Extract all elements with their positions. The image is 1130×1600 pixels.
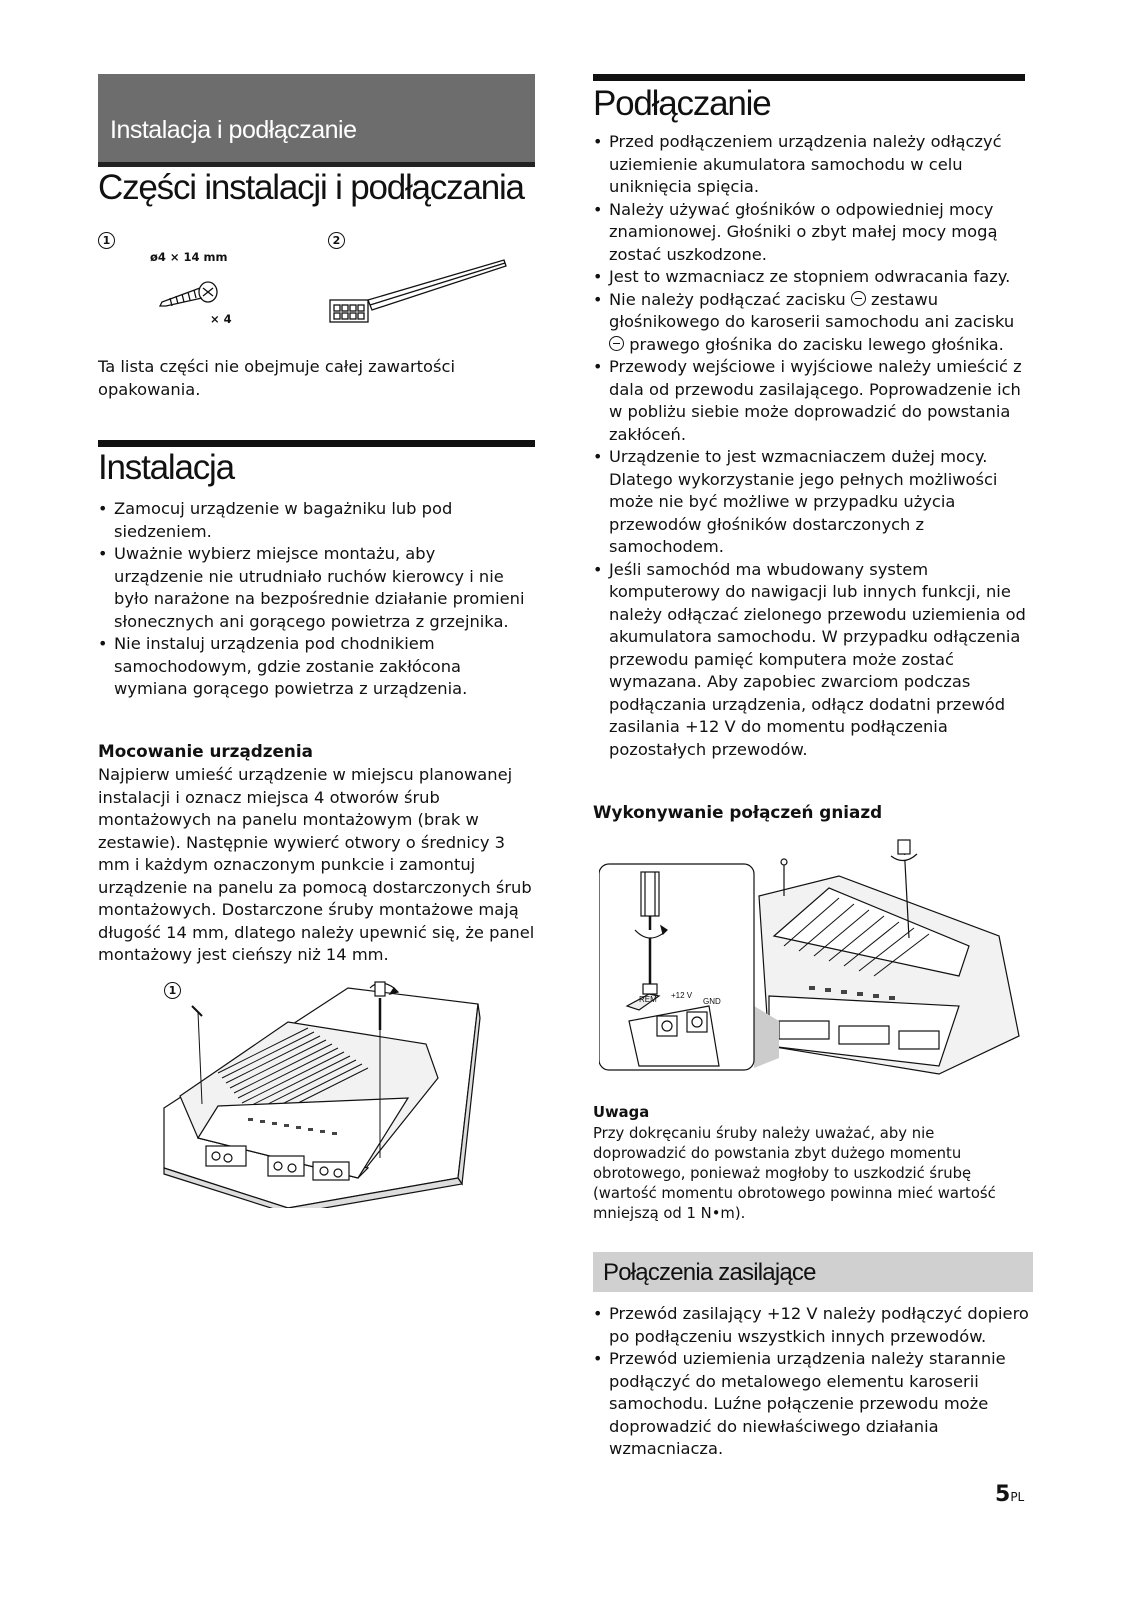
list-item: • Zamocuj urządzenie w bagażniku lub pod siedzeniem. xyxy=(98,498,528,543)
power-bullets xyxy=(593,1303,1031,1461)
power-heading: Połączenia zasilające xyxy=(603,1259,816,1286)
section-banner-title: Instalacja i podłączanie xyxy=(110,116,357,144)
parts-title: Części instalacji i podłączania xyxy=(98,168,524,207)
list-item: • Przewód zasilający +12 V należy podłączyć dopiero po podłączeniu wszystkich innych przewodów. xyxy=(593,1303,1031,1348)
note-text: Przy dokręcaniu śruby należy uważać, aby nie doprowadzić do powstania zbyt dużego momentu obrotowego, ponieważ mogłoby to uszkodzić śrubę (wartość momentu obrotowego powinna mieć wartość mniejszą od 1 N•m). xyxy=(593,1125,996,1222)
mount-text: Najpierw umieść urządzenie w miejscu planowanej instalacji i oznacz miejsca 4 otworów śrub montażowych na panelu montażowym (brak w zestawie). Następnie wywierć otwory o średnicy 3 mm i każdym oznaczonym punkcie i zamontuj urządzenie na panelu za pomocą dostarczonych śrub montażowych. Dostarczone śruby montażowe mają długość 14 mm, dlatego należy upewnić się, że panel montażowy jest cieńszy niż 14 mm. xyxy=(98,765,535,964)
list-item: • Przewód uziemienia urządzenia należy starannie podłączyć do metalowego elementu karoserii samochodu. Luźne połączenie przewodu może doprowadzić do niewłaściwego działania wzmacniacza. xyxy=(593,1348,1031,1461)
power-harness-icon xyxy=(328,252,513,332)
parts-illustration xyxy=(98,228,535,338)
list-item: • Jest to wzmacniacz ze stopniem odwracania fazy. xyxy=(593,266,1031,289)
power-heading-banner xyxy=(593,1252,1033,1292)
page-number xyxy=(995,1482,1024,1507)
list-item: • Urządzenie to jest wzmacniaczem dużej mocy. Dlatego wykorzystanie jego pełnych możliwości może nie być możliwe w przypadku użycia przewodów głośników dostarczonych z samochodem. xyxy=(593,446,1031,559)
list-item: • Przed podłączeniem urządzenia należy odłączyć uziemienie akumulatora samochodu w celu uniknięcia spięcia. xyxy=(593,131,1031,199)
parts-note: Ta lista części nie obejmuje całej zawartości opakowania. xyxy=(98,357,455,399)
banner-underline xyxy=(98,162,535,167)
part1-qty-label: × 4 xyxy=(210,312,232,326)
sockets-figure xyxy=(599,836,1029,1086)
list-item xyxy=(593,289,1031,357)
part-number-1: 1 xyxy=(98,232,115,249)
page-number-value: 5 xyxy=(995,1482,1011,1507)
section-banner xyxy=(98,74,535,166)
connect-rule xyxy=(593,74,1025,81)
terminal-label-gnd: GND xyxy=(703,997,721,1006)
part1-size-label: ø4 × 14 mm xyxy=(150,250,228,264)
figure-part-number: 1 xyxy=(164,982,181,999)
connect-title: Podłączanie xyxy=(593,84,771,123)
page-lang: PL xyxy=(1010,1490,1025,1504)
list-item: • Należy używać głośników o odpowiedniej mocy znamionowej. Głośniki o zbyt małej mocy mogą zostać uszkodzone. xyxy=(593,199,1031,267)
part-number-2: 2 xyxy=(328,232,345,249)
list-item: • Przewody wejściowe i wyjściowe należy umieścić z dala od przewodu zasilającego. Poprowadzenie ich w pobliżu siebie może doprowadzić do powstania zakłóceń. xyxy=(593,356,1031,446)
terminal-label-12v: +12 V xyxy=(671,991,693,1000)
minus-terminal-icon xyxy=(609,336,624,351)
mounting-figure xyxy=(158,978,538,1208)
connect-bullets xyxy=(593,131,1031,761)
install-title: Instalacja xyxy=(98,448,234,487)
install-bullets xyxy=(98,498,528,701)
minus-terminal-icon xyxy=(851,291,866,306)
terminal-connection-illustration xyxy=(599,836,1029,1086)
list-item: • Uważnie wybierz miejsce montażu, aby urządzenie nie utrudniało ruchów kierowcy i nie było narażone na bezpośrednie działanie promieni słonecznych ani gorącego powietrza z grzejnika. xyxy=(98,543,528,633)
list-item: • Jeśli samochód ma wbudowany system komputerowy do nawigacji lub innych funkcji, nie należy odłączać zielonego przewodu uziemienia od akumulatora samochodu. W przypadku odłączenia przewodu pamięć komputera może zostać wymazana. Aby zapobiec zwarciom podczas podłączania urządzenia, odłącz dodatni przewód zasilania +12 V do momentu podłączenia pozostałych przewodów. xyxy=(593,559,1031,762)
bullet4-part-a: Nie należy podłączać zacisku xyxy=(609,289,846,309)
sockets-heading: Wykonywanie połączeń gniazd xyxy=(593,802,883,822)
note-heading: Uwaga xyxy=(593,1104,650,1121)
terminal-label-rem: REM xyxy=(639,995,657,1004)
bullet4-part-c: prawego głośnika do zacisku lewego głośnika. xyxy=(629,334,1004,354)
install-rule xyxy=(98,440,535,447)
list-item: • Nie instaluj urządzenia pod chodnikiem samochodowym, gdzie zostanie zakłócona wymiana gorącego powietrza z urządzenia. xyxy=(98,633,528,701)
bullet4-part-b: zestawu głośnikowego do karoserii samochodu ani zacisku xyxy=(609,289,1015,331)
mount-heading: Mocowanie urządzenia xyxy=(98,741,313,761)
amplifier-mounting-illustration xyxy=(158,978,538,1208)
